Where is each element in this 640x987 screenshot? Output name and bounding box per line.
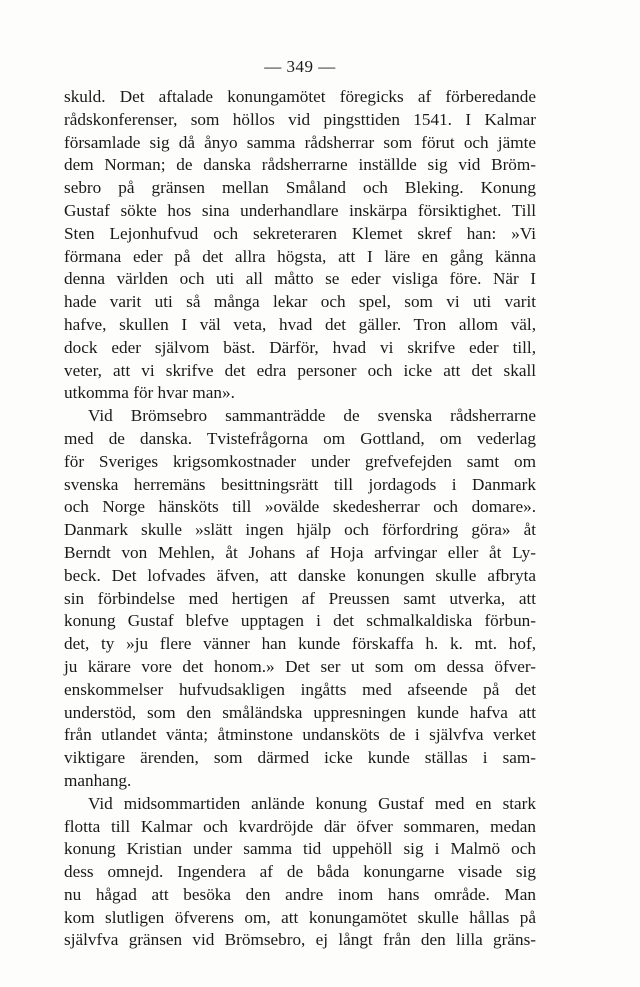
paragraph bbox=[64, 405, 536, 793]
text-line: med de danska. Tvistefrågorna om Gottland, om vederlag bbox=[64, 428, 536, 448]
text-line: nu hågad att besöka den andre inom hans område. Man bbox=[64, 884, 536, 904]
text-line: från utlandet vänta; åtminstone undansköts de i självfva verket bbox=[64, 725, 536, 745]
text-line: utkomma för hvar man». bbox=[64, 383, 235, 403]
text-line: Sten Lejonhufvud och sekreteraren Klemet skref han: »Vi bbox=[64, 223, 536, 243]
text-line: manhang. bbox=[64, 770, 132, 790]
text-line: dock eder självom bäst. Därför, hvad vi skrifve eder till, bbox=[64, 337, 536, 357]
text-line: Berndt von Mehlen, åt Johans af Hoja arfvingar eller åt Ly- bbox=[64, 542, 536, 562]
text-line: och Norge hänsköts till »ovälde skedesherrar och domare». bbox=[64, 497, 536, 517]
text-line: beck. Det lofvades äfven, att danske konungen skulle afbryta bbox=[64, 565, 536, 585]
text-line: kom slutligen öfverens om, att konungamötet skulle hållas på bbox=[64, 907, 536, 927]
text-line: enskommelser hufvudsakligen ingåtts med afseende på det bbox=[64, 679, 536, 699]
paragraph bbox=[64, 793, 536, 953]
text-line: Danmark skulle »slätt ingen hjälp och förfordring göra» åt bbox=[64, 520, 536, 540]
text-line: Gustaf sökte hos sina underhandlare inskärpa försiktighet. Till bbox=[64, 200, 536, 220]
text-line: veter, att vi skrifve det edra personer och icke att det skall bbox=[64, 360, 536, 380]
text-line: dem Norman; de danska rådsherrarne inställde sig vid Bröm- bbox=[64, 155, 536, 175]
text-line: förmana eder på det allra högsta, att I läre en gång känna bbox=[64, 246, 536, 266]
text-line: skuld. Det aftalade konungamötet föregicks af förberedande bbox=[64, 87, 536, 106]
text-line: ju kärare vore det honom.» Det ser ut som om dessa öfver- bbox=[64, 656, 536, 676]
text-line: rådskonferenser, som höllos vid pingsttiden 1541. I Kalmar bbox=[64, 109, 536, 129]
text-line: det, ty »ju flere vänner han kunde förskaffa h. k. mt. hof, bbox=[64, 634, 536, 654]
text-line: svenska herremäns besittningsrätt till jordagods i Danmark bbox=[64, 474, 536, 494]
text-line: församlade sig då ånyo samma rådsherrar som förut och jämte bbox=[64, 132, 536, 152]
text-line: denna världen och uti all måtto se eder visliga före. När I bbox=[64, 269, 536, 289]
paragraph bbox=[64, 86, 536, 405]
text-line: flotta till Kalmar och kvardröjde där öfver sommaren, medan bbox=[64, 816, 536, 836]
text-line: hade varit uti så många lekar och spel, som vi uti varit bbox=[64, 292, 536, 312]
page-number: — 349 — bbox=[264, 57, 336, 76]
text-line: understöd, som den småländska uppresningen kunde hafva att bbox=[64, 702, 536, 722]
text-line: för Sveriges krigsomkostnader under grefvefejden samt om bbox=[64, 451, 536, 471]
text-line: självfva gränsen vid Brömsebro, ej långt från den lilla gräns- bbox=[64, 930, 536, 950]
text-line: konung Kristian under samma tid uppehöll sig i Malmö och bbox=[64, 839, 536, 859]
text-line: hafve, skullen I väl veta, hvad det gäller. Tron allom väl, bbox=[64, 314, 536, 334]
text-line: Vid Brömsebro sammanträdde de svenska rådsherrarne bbox=[88, 406, 536, 426]
text-line: Vid midsommartiden anlände konung Gustaf med en stark bbox=[88, 793, 536, 813]
body-text bbox=[64, 86, 536, 952]
text-line: viktigare ärenden, som därmed icke kunde ställas i sam- bbox=[64, 748, 536, 768]
text-line: sebro på gränsen mellan Småland och Bleking. Konung bbox=[64, 178, 536, 198]
text-line: dess omnejd. Ingendera af de båda konungarne visade sig bbox=[64, 862, 536, 882]
text-line: konung Gustaf blefve upptagen i det schmalkaldiska förbun- bbox=[64, 611, 536, 631]
text-line: sin förbindelse med hertigen af Preussen samt utverka, att bbox=[64, 588, 536, 608]
